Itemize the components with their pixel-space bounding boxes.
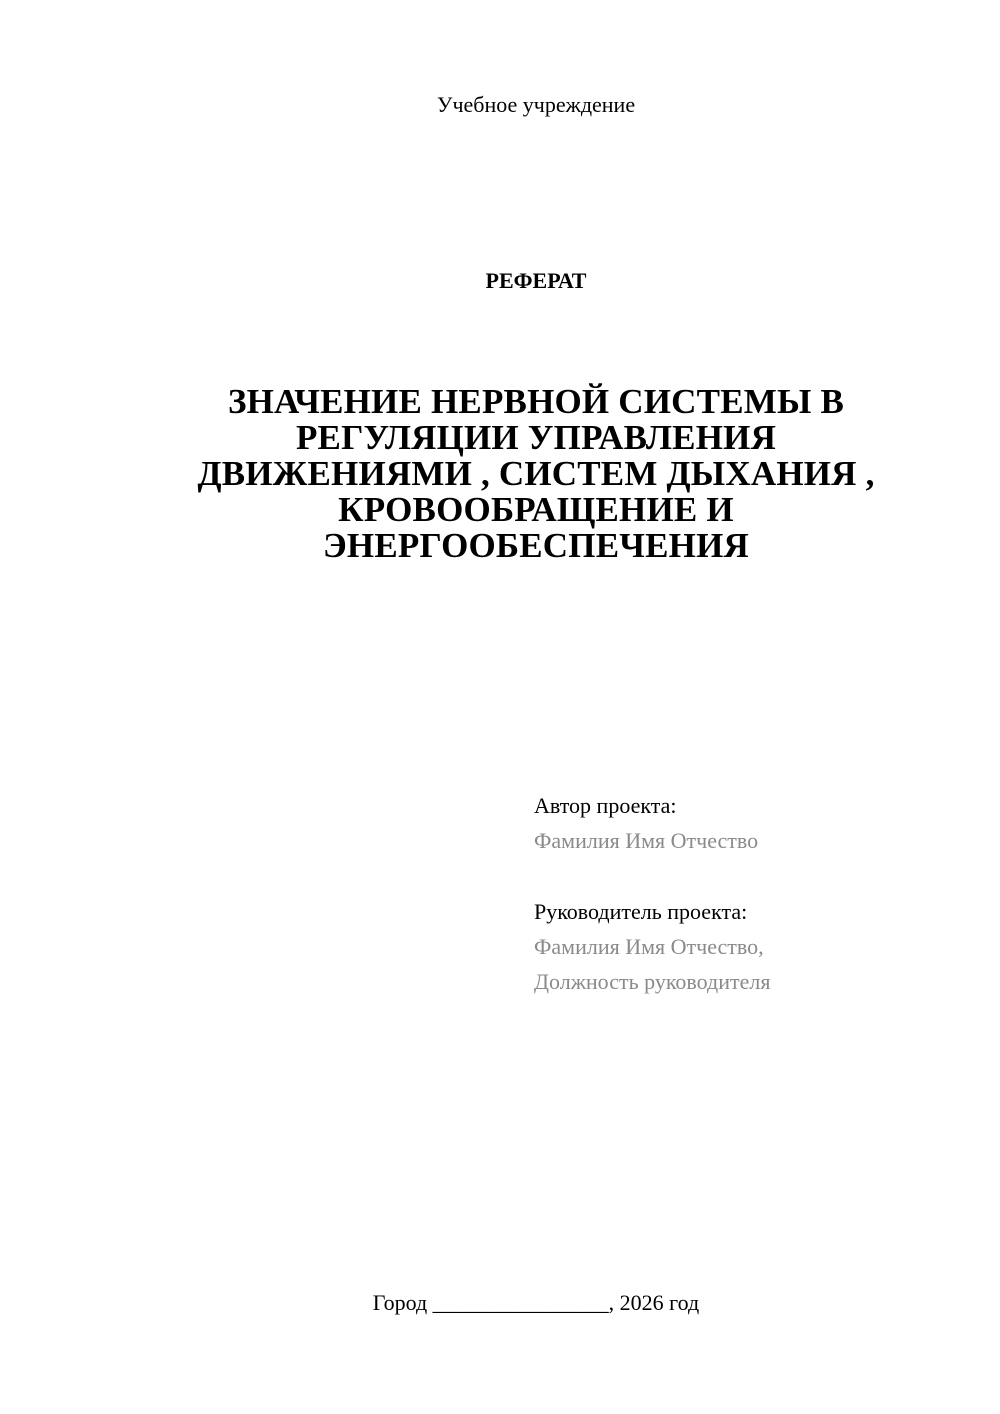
title-line: ЭНЕРГООБЕСПЕЧЕНИЯ [322, 526, 749, 565]
title-line: ЗНАЧЕНИЕ НЕРВНОЙ СИСТЕМЫ В [227, 382, 845, 421]
supervisor-position: Должность руководителя [534, 969, 771, 994]
title-line: РЕГУЛЯЦИИ УПРАВЛЕНИЯ [295, 418, 777, 457]
document-title [150, 384, 922, 564]
supervisor-name: Фамилия Имя Отчество, [534, 934, 764, 959]
supervisor-label: Руководитель проекта: [534, 899, 748, 924]
title-line: КРОВООБРАЩЕНИЕ И [338, 490, 734, 529]
credits-spacer [534, 858, 974, 894]
document-type: РЕФЕРАТ [485, 268, 587, 293]
credits-block [534, 788, 974, 999]
institution-name: Учебное учреждение [436, 92, 636, 117]
author-label: Автор проекта: [534, 793, 677, 818]
city-year-line: Город ________________, 2026 год [372, 1290, 700, 1315]
author-name: Фамилия Имя Отчество [534, 828, 759, 853]
title-line: ДВИЖЕНИЯМИ , СИСТЕМ ДЫХАНИЯ , [197, 454, 875, 493]
